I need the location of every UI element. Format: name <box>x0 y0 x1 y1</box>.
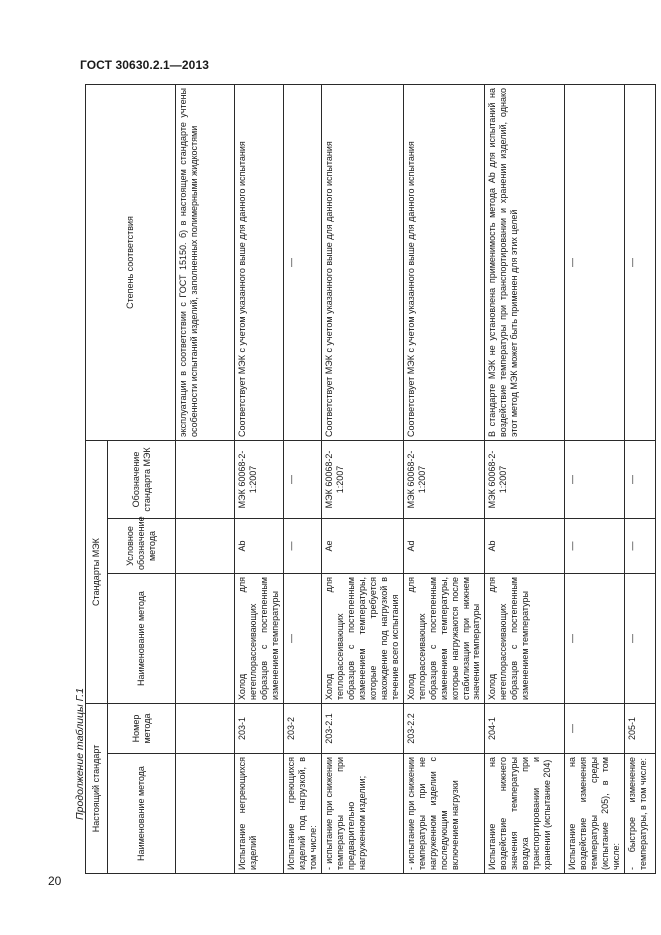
header-iec-standards: Стандарты МЭК <box>86 440 108 703</box>
table-row <box>283 84 321 873</box>
cell-number: 203-2 <box>283 704 321 754</box>
cell-dash: — <box>283 574 321 704</box>
cell-iec-code: Ad <box>403 519 485 574</box>
cell-degree: Соответствует МЭК с учетом указанного выше для данного испытания <box>321 84 403 440</box>
table-row <box>235 84 284 873</box>
cell-degree-continued: эксплуатации в соответствии с ГОСТ 15150. б) в настоящем стандарте учтены особенности испытаний изделий, заполненных полимерными жидкостями <box>176 84 235 440</box>
cell-degree: В стандарте МЭК не установлена применимость метода Ab для испытаний на воздействие температуры при транспортировании и хранении изделий, однако этот метод МЭК может быть применен для этих целей <box>485 84 565 440</box>
cell-dash: — <box>565 704 625 754</box>
cell-name: - испытание при снижении температуры при предварительно нагруженном изделии; <box>321 754 403 874</box>
table-row <box>321 84 403 873</box>
header-method-number: Номер метода <box>108 704 176 754</box>
cell-dash: — <box>625 574 656 704</box>
cell-dash: — <box>625 84 656 440</box>
cell-iec-standard: МЭК 60068-2-1:2007 <box>321 440 403 518</box>
cell-iec-name: Холод для нетеплорассеивающих образцов с постепенным изменением температуры <box>485 574 565 704</box>
cell-dash: — <box>283 440 321 518</box>
cell-degree: Соответствует МЭК с учетом указанного выше для данного испытания <box>403 84 485 440</box>
table-row <box>176 84 235 873</box>
cell-iec-name: Холод для теплорассеивающих образцов с постепенным изменением температуры, которые требуется нахождение под нагрузкой в течение всего испытания <box>321 574 403 704</box>
header-iec-method-code: Условное обозначение метода <box>108 519 176 574</box>
cell-iec-standard: МЭК 60068-2-1:2007 <box>235 440 284 518</box>
cell-iec-name: Холод для теплорассеивающих образцов с постепенным изменением температуры, которые нагружаются после стабилизации при нижнем значении температуры <box>403 574 485 704</box>
cell-name: Испытание греющихся изделий под нагрузкой, в том числе: <box>283 754 321 874</box>
rotated-table-area <box>85 85 649 874</box>
cell-iec-code: Ab <box>235 519 284 574</box>
cell-dash: — <box>625 440 656 518</box>
table-row <box>565 84 625 873</box>
cell-dash: — <box>283 519 321 574</box>
cell-number: 204-1 <box>485 704 565 754</box>
cell-number: 203-2.2 <box>403 704 485 754</box>
cell-dash: — <box>565 574 625 704</box>
cell-name: Испытание на воздействие изменения температуры среды (испытание 205), в том числе: <box>565 754 625 874</box>
cell-dash: — <box>565 440 625 518</box>
header-national-standard: Настоящий стандарт <box>86 704 108 874</box>
table-row <box>625 84 656 873</box>
cell-number: 203-1 <box>235 704 284 754</box>
cell-iec-name: Холод для нетеплорассеивающих образцов с постепенным изменением температуры <box>235 574 284 704</box>
cell-number: 205-1 <box>625 704 656 754</box>
cell-dash: — <box>283 84 321 440</box>
cell-iec-code: Ae <box>321 519 403 574</box>
cell-dash: — <box>565 519 625 574</box>
header-iec-method-name: Наименование метода <box>108 574 176 704</box>
cell-degree: Соответствует МЭК с учетом указанного выше для данного испытания <box>235 84 284 440</box>
header-iec-standard-designation: Обозначение стандарта МЭК <box>108 440 176 518</box>
cell-name: Испытание негреющихся изделий <box>235 754 284 874</box>
cell-iec-standard: МЭК 60068-2-1:2007 <box>403 440 485 518</box>
header-method-name: Наименование метода <box>108 754 176 874</box>
cell-name: - быстрое изменение температуры, в том числе: <box>625 754 656 874</box>
cell-dash: — <box>625 519 656 574</box>
cell-number: 203-2.1 <box>321 704 403 754</box>
table-row <box>485 84 565 873</box>
table-row <box>403 84 485 873</box>
cell-iec-code: Ab <box>485 519 565 574</box>
page-number: 20 <box>48 874 62 888</box>
comparison-table <box>85 84 656 874</box>
page-header-title: ГОСТ 30630.2.1—2013 <box>80 58 209 72</box>
cell-dash: — <box>565 84 625 440</box>
cell-iec-standard: МЭК 60068-2-1:2007 <box>485 440 565 518</box>
table-caption: Продолжение таблицы Г.1 <box>74 687 86 820</box>
cell-name: - испытание при снижении температуры при не нагруженном изделии с последующим включением нагрузки <box>403 754 485 874</box>
header-degree: Степень соответствия <box>86 84 176 440</box>
cell-name: Испытание на воздействие нижнего значения температуры воздуха при транспортировании и хранении (испытание 204) <box>485 754 565 874</box>
